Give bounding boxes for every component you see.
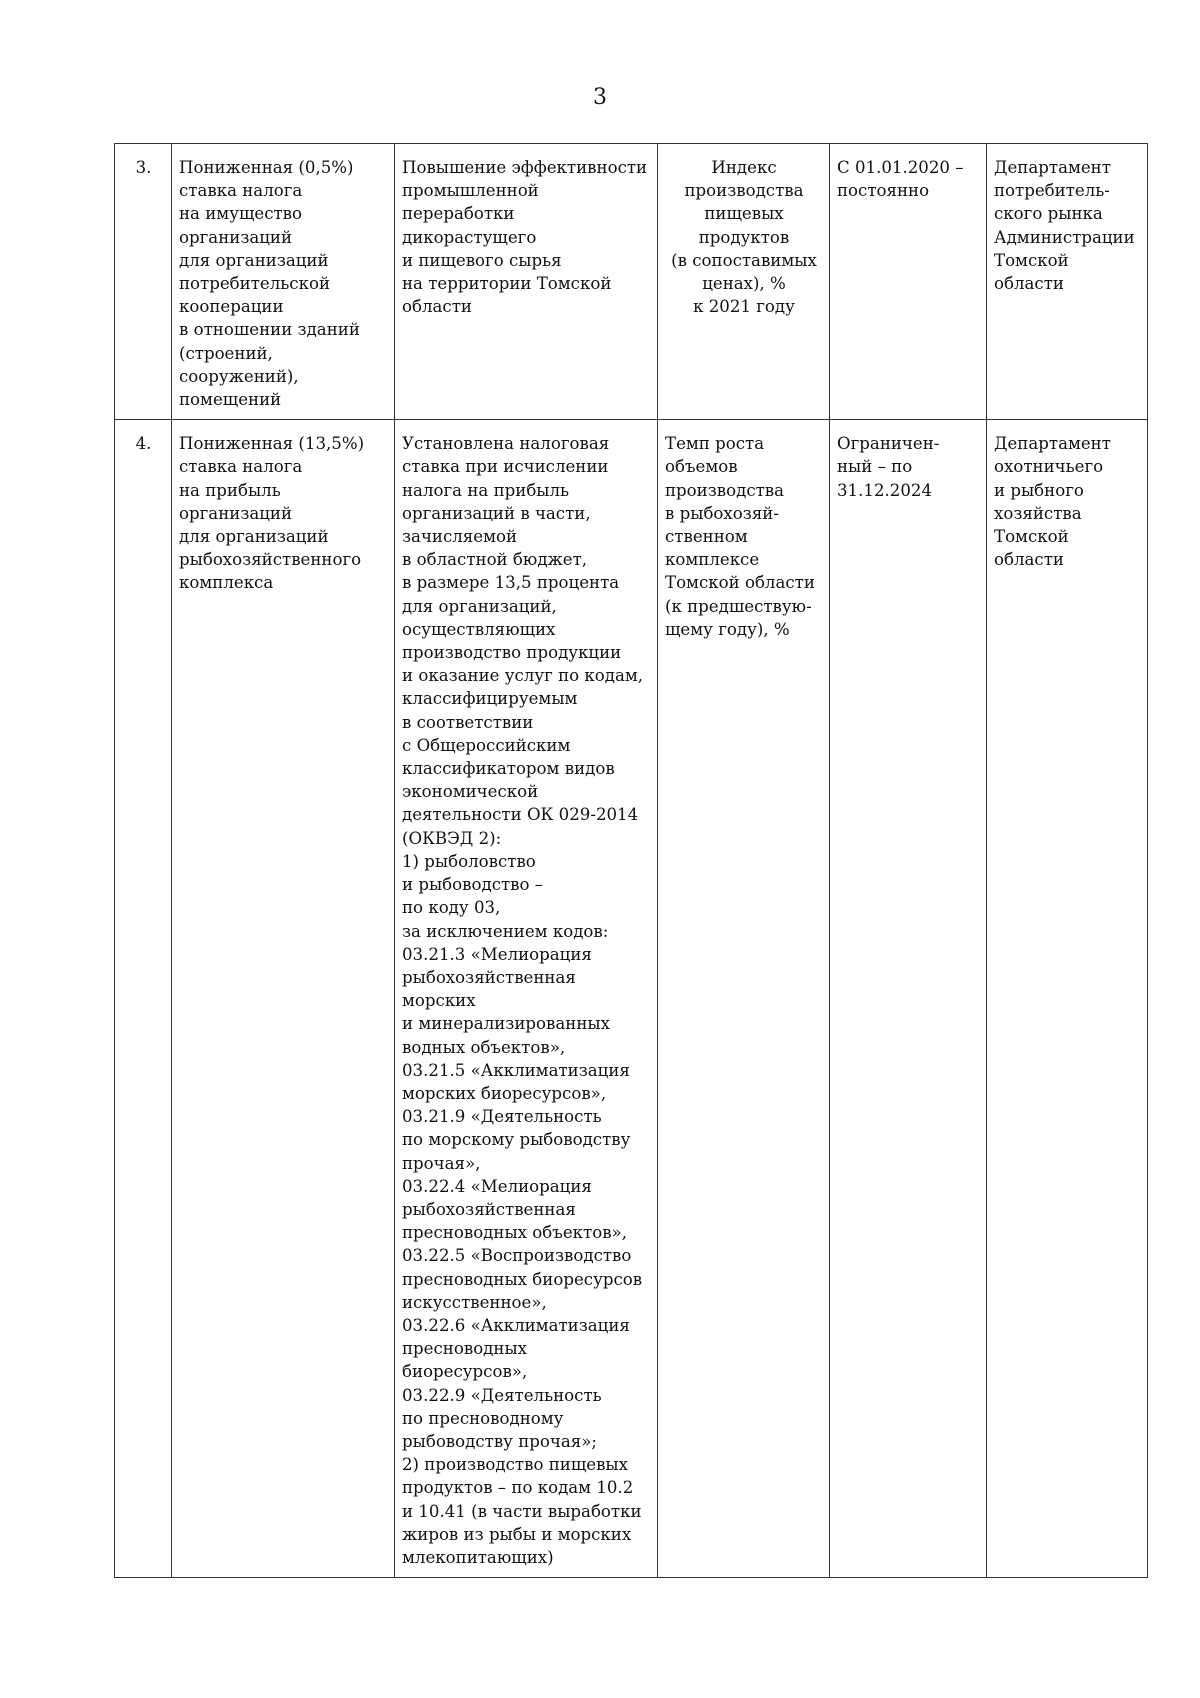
row-number: 3. xyxy=(115,144,172,420)
term-cell: Ограничен- ный – по 31.12.2024 xyxy=(830,420,987,1578)
table-row xyxy=(115,420,1148,1578)
indicator-cell: Темп роста объемов производства в рыбохозяй- ственном комплексе Томской области (к предшествую- щему году), % xyxy=(658,420,830,1578)
benefit-cell: Пониженная (13,5%) ставка налога на прибыль организаций для организаций рыбохозяйственного комплекса xyxy=(172,420,395,1578)
row-number: 4. xyxy=(115,420,172,1578)
curator-cell: Департамент потребитель- ского рынка Администрации Томской области xyxy=(987,144,1148,420)
tax-benefits-table xyxy=(114,143,1148,1578)
goal-cell: Повышение эффективности промышленной переработки дикорастущего и пищевого сырья на территории Томской области xyxy=(395,144,658,420)
page-number: 3 xyxy=(593,85,607,110)
term-cell: С 01.01.2020 – постоянно xyxy=(830,144,987,420)
goal-cell: Установлена налоговая ставка при исчислении налога на прибыль организаций в части, зачисляемой в областной бюджет, в размере 13,5 процента для организаций, осуществляющих производство продукции и оказание услуг по кодам, классифицируемым в соответствии с Общероссийским классификатором видов экономической деятельности ОК 029-2014 (ОКВЭД 2): 1) рыболовство и рыбоводство – по коду 03, за исключением кодов: 03.21.3 «Мелиорация рыбохозяйственная морских и минерализированных водных объектов», 03.21.5 «Акклиматизация морских биоресурсов», 03.21.9 «Деятельность по морскому рыбоводству прочая», 03.22.4 «Мелиорация рыбохозяйственная пресноводных объектов», 03.22.5 «Воспроизводство пресноводных биоресурсов искусственное», 03.22.6 «Акклиматизация пресноводных биоресурсов», 03.22.9 «Деятельность по пресноводному рыбоводству прочая»; 2) производство пищевых продуктов – по кодам 10.2 и 10.41 (в части выработки жиров из рыбы и морских млекопитающих) xyxy=(395,420,658,1578)
benefit-cell: Пониженная (0,5%) ставка налога на имущество организаций для организаций потребительской кооперации в отношении зданий (строений, сооружений), помещений xyxy=(172,144,395,420)
table-row xyxy=(115,144,1148,420)
curator-cell: Департамент охотничьего и рыбного хозяйства Томской области xyxy=(987,420,1148,1578)
indicator-cell: Индекс производства пищевых продуктов (в сопоставимых ценах), % к 2021 году xyxy=(658,144,830,420)
